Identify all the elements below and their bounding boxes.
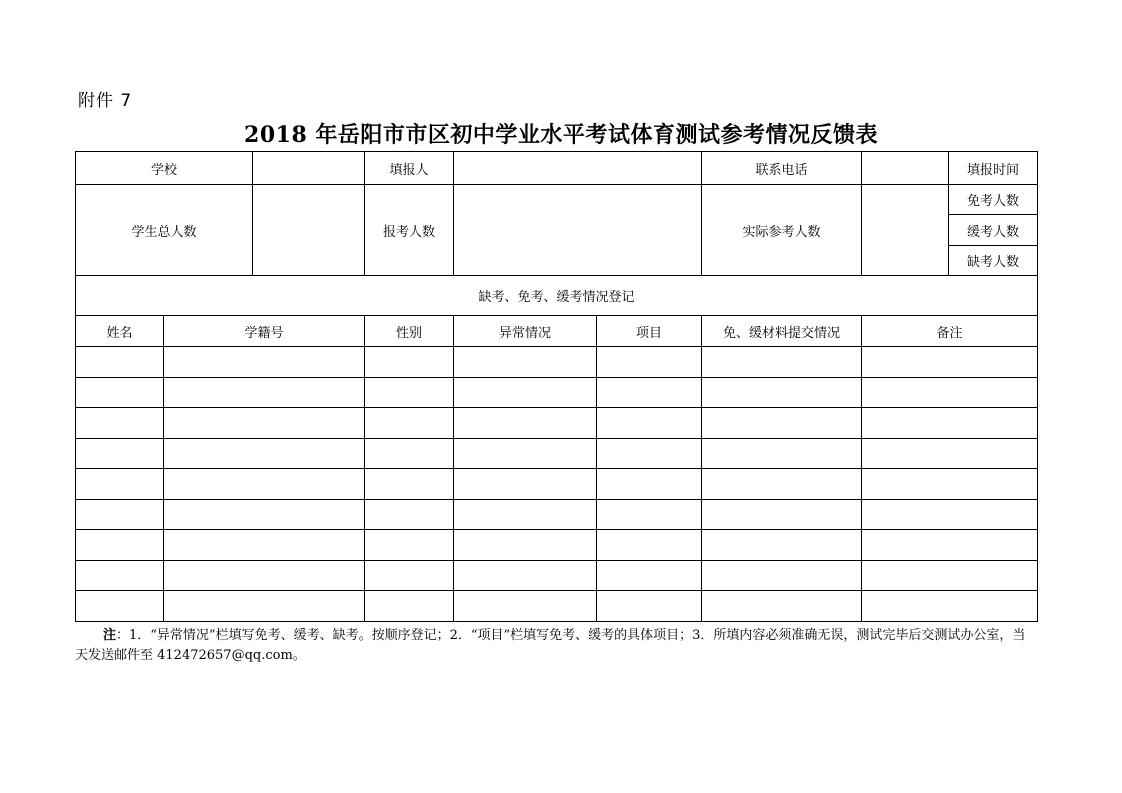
registered-label: 报考人数 — [365, 185, 454, 276]
table-cell[interactable] — [164, 591, 365, 622]
school-label: 学校 — [76, 152, 253, 185]
table-row — [76, 408, 1038, 439]
table-cell[interactable] — [365, 378, 454, 408]
table-cell[interactable] — [164, 347, 365, 378]
feedback-form-table — [75, 151, 1038, 622]
total-students-field[interactable] — [253, 185, 365, 276]
table-cell[interactable] — [76, 469, 164, 500]
table-cell[interactable] — [454, 439, 597, 469]
page-title: 2018 年岳阳市市区初中学业水平考试体育测试参考情况反馈表 — [244, 122, 878, 148]
table-cell[interactable] — [454, 408, 597, 439]
table-cell[interactable] — [702, 500, 862, 530]
registered-field[interactable] — [454, 185, 702, 276]
table-cell[interactable] — [597, 408, 702, 439]
table-cell[interactable] — [702, 469, 862, 500]
table-cell[interactable] — [365, 347, 454, 378]
table-cell[interactable] — [702, 439, 862, 469]
table-cell[interactable] — [597, 500, 702, 530]
table-cell[interactable] — [597, 469, 702, 500]
table-cell[interactable] — [76, 439, 164, 469]
table-cell[interactable] — [702, 591, 862, 622]
table-cell[interactable] — [164, 469, 365, 500]
table-cell[interactable] — [454, 530, 597, 561]
section-title: 缺考、免考、缓考情况登记 — [76, 276, 1038, 316]
actual-field[interactable] — [862, 185, 949, 276]
table-cell[interactable] — [454, 561, 597, 591]
actual-label: 实际参考人数 — [702, 185, 862, 276]
table-cell[interactable] — [76, 378, 164, 408]
table-cell[interactable] — [365, 408, 454, 439]
table-row — [76, 591, 1038, 622]
exempt-label: 免考人数 — [949, 185, 1038, 215]
note-text: ：1．“异常情况”栏填写免考、缓考、缺考。按顺序登记；2．“项目”栏填写免考、缓考的具体项目；3．所填内容必须准确无误，测试完毕后交测试办公室，当天发送邮件至 412472657@qq.com。 — [75, 628, 1026, 663]
table-cell[interactable] — [164, 439, 365, 469]
table-cell[interactable] — [164, 530, 365, 561]
total-students-label: 学生总人数 — [76, 185, 253, 276]
table-cell[interactable] — [76, 500, 164, 530]
table-cell[interactable] — [454, 591, 597, 622]
table-cell[interactable] — [454, 347, 597, 378]
table-cell[interactable] — [702, 530, 862, 561]
table-row — [76, 347, 1038, 378]
phone-label: 联系电话 — [702, 152, 862, 185]
table-cell[interactable] — [702, 408, 862, 439]
deferred-label: 缓考人数 — [949, 215, 1038, 246]
attachment-label: 附件 7 — [78, 91, 133, 111]
fill-time-label: 填报时间 — [949, 152, 1038, 185]
table-cell[interactable] — [365, 591, 454, 622]
note-prefix: 注 — [103, 628, 117, 643]
table-cell[interactable] — [365, 469, 454, 500]
phone-field[interactable] — [862, 152, 949, 185]
table-cell[interactable] — [454, 500, 597, 530]
table-row — [76, 530, 1038, 561]
column-header-name: 姓名 — [76, 316, 164, 347]
table-row — [76, 561, 1038, 591]
column-header-materials: 免、缓材料提交情况 — [702, 316, 862, 347]
table-cell[interactable] — [597, 591, 702, 622]
column-header-item: 项目 — [597, 316, 702, 347]
table-cell[interactable] — [862, 561, 1038, 591]
table-cell[interactable] — [862, 500, 1038, 530]
column-header-remarks: 备注 — [862, 316, 1038, 347]
table-cell[interactable] — [76, 591, 164, 622]
table-cell[interactable] — [597, 439, 702, 469]
table-cell[interactable] — [454, 469, 597, 500]
table-cell[interactable] — [862, 439, 1038, 469]
table-cell[interactable] — [862, 530, 1038, 561]
footnote — [75, 626, 1038, 666]
column-header-anomaly: 异常情况 — [454, 316, 597, 347]
table-cell[interactable] — [76, 408, 164, 439]
table-cell[interactable] — [597, 561, 702, 591]
school-field[interactable] — [253, 152, 365, 185]
table-cell[interactable] — [164, 500, 365, 530]
table-cell[interactable] — [164, 408, 365, 439]
table-cell[interactable] — [862, 469, 1038, 500]
table-cell[interactable] — [702, 347, 862, 378]
table-cell[interactable] — [702, 561, 862, 591]
filler-field[interactable] — [454, 152, 702, 185]
table-row — [76, 378, 1038, 408]
table-cell[interactable] — [76, 530, 164, 561]
filler-label: 填报人 — [365, 152, 454, 185]
table-cell[interactable] — [597, 378, 702, 408]
column-header-gender: 性别 — [365, 316, 454, 347]
table-cell[interactable] — [365, 500, 454, 530]
absent-label: 缺考人数 — [949, 246, 1038, 276]
table-cell[interactable] — [365, 561, 454, 591]
column-header-student-id: 学籍号 — [164, 316, 365, 347]
table-cell[interactable] — [76, 347, 164, 378]
table-cell[interactable] — [164, 378, 365, 408]
table-cell[interactable] — [365, 530, 454, 561]
table-cell[interactable] — [365, 439, 454, 469]
table-cell[interactable] — [862, 378, 1038, 408]
table-cell[interactable] — [164, 561, 365, 591]
table-cell[interactable] — [454, 378, 597, 408]
table-row — [76, 469, 1038, 500]
table-cell[interactable] — [702, 378, 862, 408]
table-cell[interactable] — [862, 347, 1038, 378]
table-cell[interactable] — [597, 530, 702, 561]
table-cell[interactable] — [862, 408, 1038, 439]
table-row — [76, 439, 1038, 469]
table-cell[interactable] — [76, 561, 164, 591]
table-row — [76, 500, 1038, 530]
table-cell[interactable] — [597, 347, 702, 378]
table-cell[interactable] — [862, 591, 1038, 622]
